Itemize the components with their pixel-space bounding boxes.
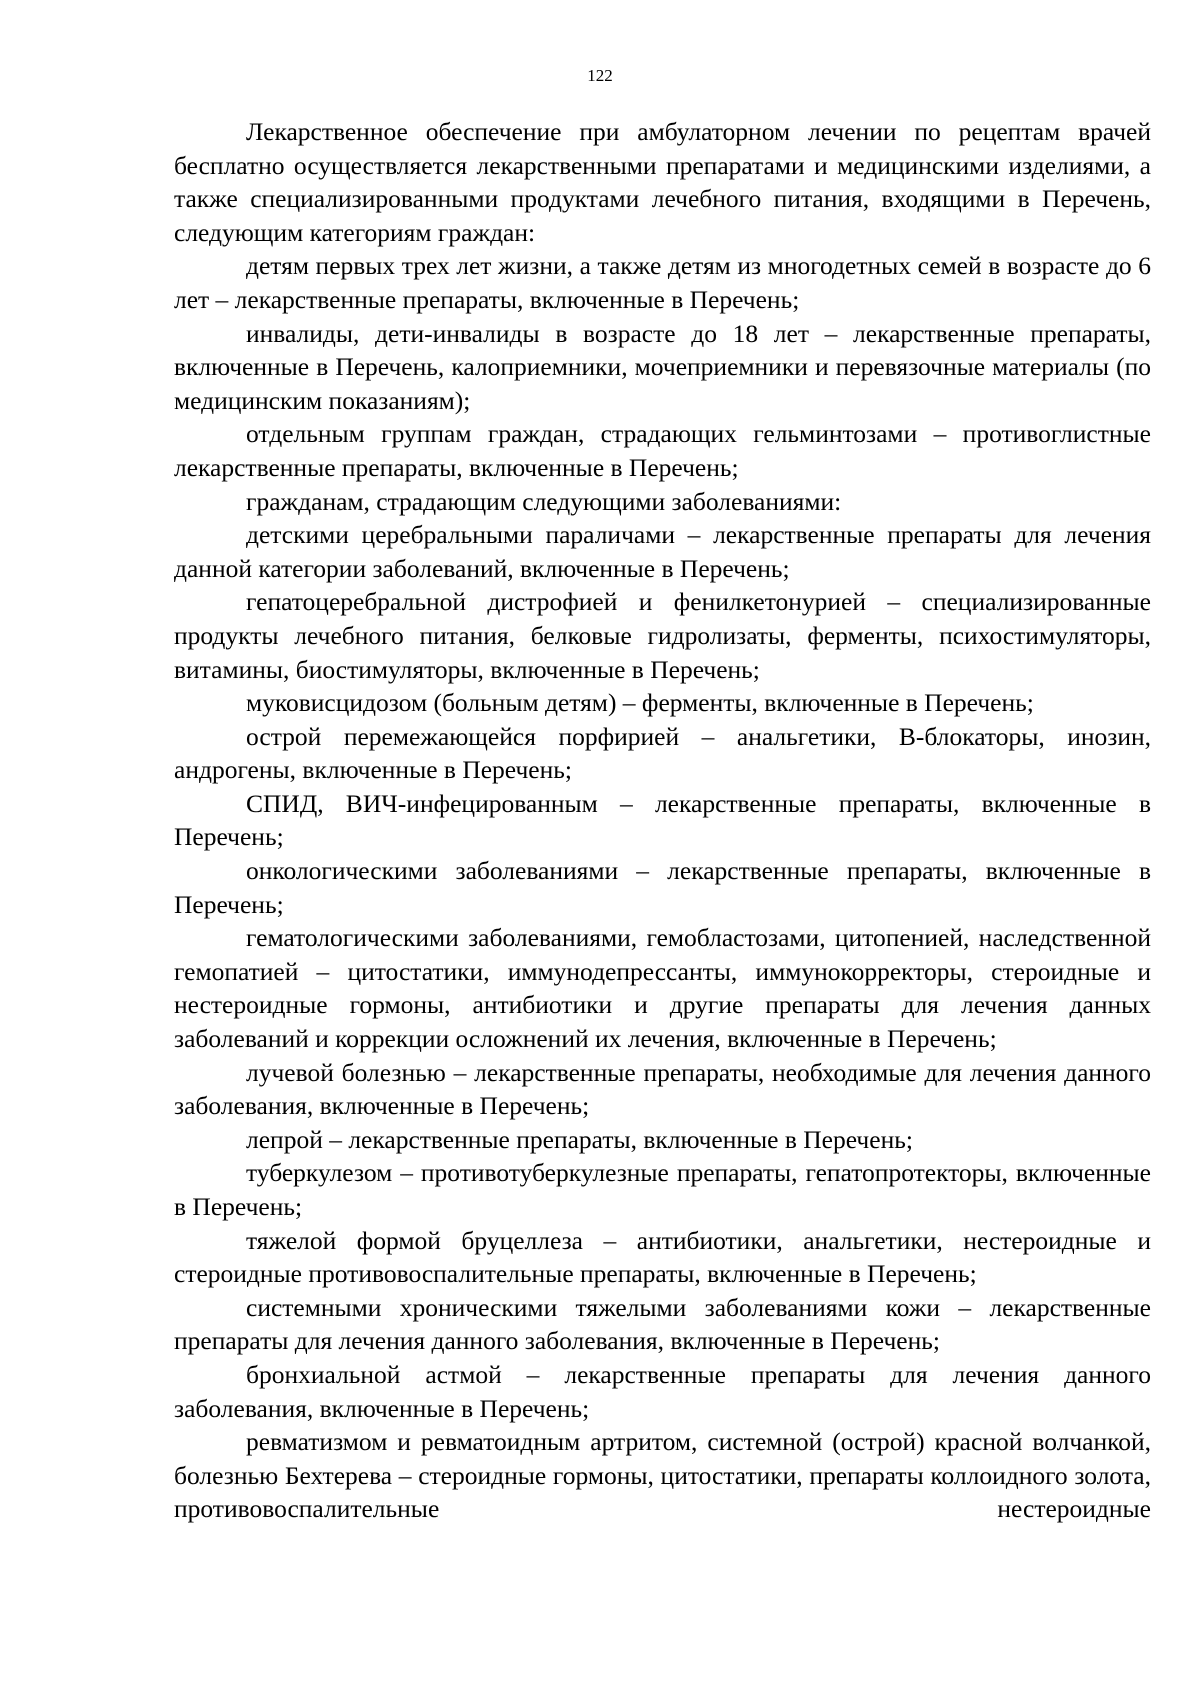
paragraph-asthma: бронхиальной астмой – лекарственные препараты для лечения данного заболевания, включенные в Перечень;	[174, 1359, 1151, 1423]
document-body	[174, 115, 1151, 1526]
paragraph-radiation-sickness: лучевой болезнью – лекарственные препараты, необходимые для лечения данного заболевания, включенные в Перечень;	[174, 1057, 1151, 1121]
paragraph-tuberculosis: туберкулезом – противотуберкулезные препараты, гепатопротекторы, включенные в Перечень;	[174, 1158, 1151, 1221]
paragraph-diseases-heading: гражданам, страдающим следующими заболеваниями:	[246, 486, 842, 516]
paragraph-cerebral-palsy: детскими церебральными параличами – лекарственные препараты для лечения данной категории заболеваний, включенные в Перечень;	[174, 520, 1151, 583]
paragraph-helminthiasis: отдельным группам граждан, страдающих гельминтозами – противоглистные лекарственные препараты, включенные в Перечень;	[174, 419, 1151, 482]
paragraph-hematology: гематологическими заболеваниями, гемобластозами, цитопенией, наследственной гемопатией – цитостатики, иммунодепрессанты, иммунокорректоры, стероидные и нестероидные гормоны, антибиотики и другие препараты для лечения данных заболеваний и коррекции осложнений их лечения, включенные в Перечень;	[174, 923, 1151, 1054]
paragraph-children-under-3: детям первых трех лет жизни, а также детям из многодетных семей в возрасте до 6 лет – лекарственные препараты, включенные в Перечень;	[174, 251, 1151, 314]
paragraph-cystic-fibrosis: муковисцидозом (больным детям) – ферменты, включенные в Перечень;	[246, 688, 1034, 718]
paragraph-phenylketonuria: гепатоцеребральной дистрофией и фенилкетонурией – специализированные продукты лечебного питания, белковые гидролизаты, ферменты, психостимуляторы, витамины, биостимуляторы, включенные в Перечень;	[174, 587, 1151, 684]
paragraph-porphyria: острой перемежающейся порфирией – анальгетики, B-блокаторы, инозин, андрогены, включенные в Перечень;	[174, 721, 1151, 785]
paragraph-rheumatism: ревматизмом и ревматоидным артритом, системной (острой) красной волчанкой, болезнью Бехтерева – стероидные гормоны, цитостатики, препараты коллоидного золота, противовоспалительные нестероидные	[174, 1427, 1151, 1524]
paragraph-leprosy: лепрой – лекарственные препараты, включенные в Перечень;	[246, 1124, 913, 1154]
paragraph-skin-diseases: системными хроническими тяжелыми заболеваниями кожи – лекарственные препараты для лечения данного заболевания, включенные в Перечень;	[174, 1292, 1151, 1356]
paragraph-disabled: инвалиды, дети-инвалиды в возрасте до 18 лет – лекарственные препараты, включенные в Перечень, калоприемники, мочеприемники и перевязочные материалы (по медицинским показаниям);	[174, 318, 1151, 415]
paragraph-hiv: СПИД, ВИЧ-инфецированным – лекарственные препараты, включенные в Перечень;	[174, 788, 1151, 852]
paragraph-oncology: онкологическими заболеваниями – лекарственные препараты, включенные в Перечень;	[174, 856, 1151, 919]
page-number: 122	[587, 66, 613, 85]
intro-paragraph: Лекарственное обеспечение при амбулаторном лечении по рецептам врачей бесплатно осуществляется лекарственными препаратами и медицинскими изделиями, а также специализированными продуктами лечебного питания, входящими в Перечень, следующим категориям граждан:	[174, 117, 1151, 247]
paragraph-brucellosis: тяжелой формой бруцеллеза – антибиотики, анальгетики, нестероидные и стероидные противовоспалительные препараты, включенные в Перечень;	[174, 1225, 1151, 1289]
